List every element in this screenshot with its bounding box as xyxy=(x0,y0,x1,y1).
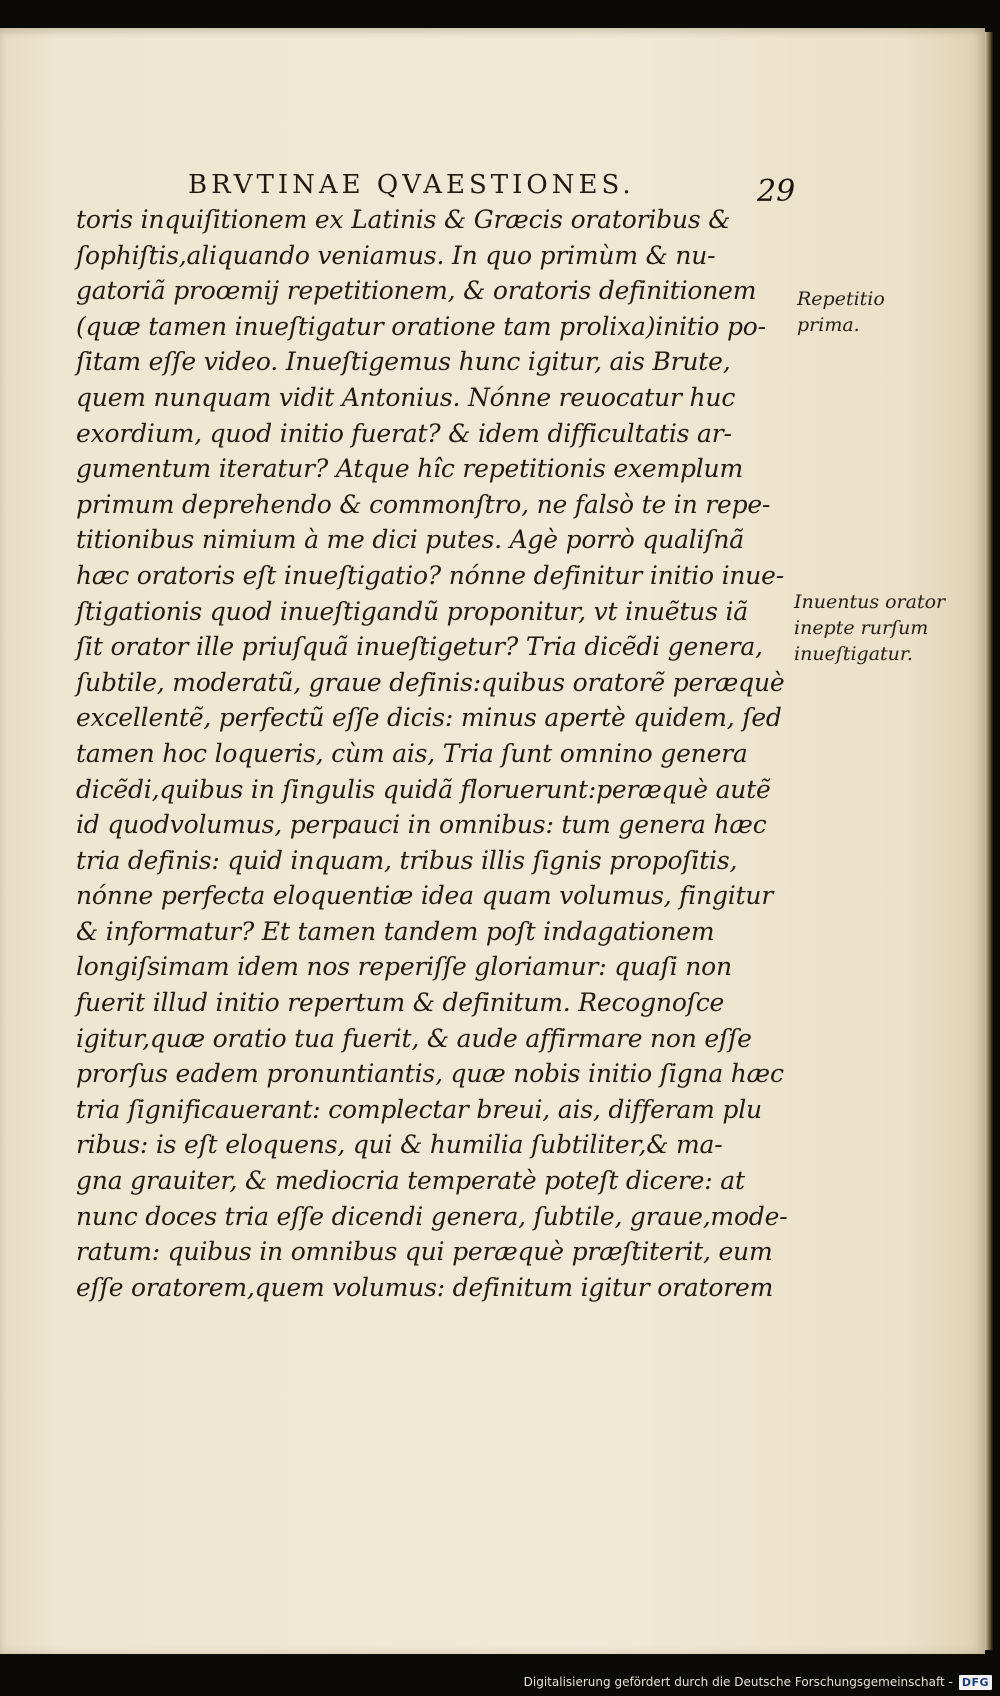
margin-note-line: Repetitio xyxy=(797,288,885,310)
footer-credit: Digitalisierung gefördert durch die Deutsche Forschungsgemeinschaft - xyxy=(523,1675,953,1689)
text-line: quem nunquam vidit Antonius. Nónne reuocatur huc xyxy=(76,382,736,412)
text-line: gumentum iteratur? Atque hîc repetitionis exemplum xyxy=(76,454,743,484)
margin-note-line: Inuentus orator xyxy=(794,591,946,613)
text-line: excellentẽ, perfectũ eſſe dicis: minus apertè quidem, ſed xyxy=(76,703,782,733)
margin-note-line: prima. xyxy=(797,314,860,336)
text-line: gatoriã proœmij repetitionem, & oratoris definitionem xyxy=(76,276,757,306)
text-line: id quodvolumus, perpauci in omnibus: tum genera hæc xyxy=(76,810,767,840)
dfg-logo-icon: DFG xyxy=(959,1675,992,1690)
text-line: fuerit illud initio repertum & definitum. Recognoſce xyxy=(76,988,725,1018)
text-line: tria ſignificauerant: complectar breui, ais, differam plu xyxy=(76,1094,762,1124)
text-line: exordium, quod initio fuerat? & idem difficultatis ar- xyxy=(76,418,732,448)
text-line: eſſe oratorem,quem volumus: definitum igitur oratorem xyxy=(76,1272,774,1302)
text-line: ſit orator ille priuſquã inueſtigetur? Tria dicẽdi genera, xyxy=(76,632,763,662)
text-line: igitur,quæ oratio tua fuerit, & aude affirmare non eſſe xyxy=(76,1023,752,1053)
margin-note-line: inueſtigatur. xyxy=(794,643,913,665)
page-number: 29 xyxy=(757,174,796,209)
text-line: tamen hoc loqueris, cùm ais, Tria ſunt omnino genera xyxy=(76,738,748,768)
text-line: ſtigationis quod inueſtigandũ proponitur, vt inuẽtus iã xyxy=(76,596,748,626)
book-page xyxy=(0,28,985,1654)
body-text xyxy=(76,202,796,1305)
text-line: primum deprehendo & commonſtro, ne falsò te in repe- xyxy=(76,489,771,519)
text-line: ratum: quibus in omnibus qui peræquè præſtiterit, eum xyxy=(76,1237,773,1267)
text-line: ſubtile, moderatũ, graue definis:quibus oratorẽ peræquè xyxy=(76,667,785,697)
text-line: ſophiſtis,aliquando veniamus. In quo primùm & nu- xyxy=(76,240,716,270)
text-line: toris inquiſitionem ex Latinis & Græcis oratoribus & xyxy=(76,205,731,234)
text-line: dicẽdi,quibus in ſingulis quidã floruerunt:peræquè autẽ xyxy=(76,774,771,804)
text-line: & informatur? Et tamen tandem poſt indagationem xyxy=(76,916,715,946)
text-line: titionibus nimium à me dici putes. Agè porrò qualiſnã xyxy=(76,525,744,555)
text-line: gna grauiter, & mediocria temperatè poteſt dicere: at xyxy=(76,1166,745,1196)
text-line: (quæ tamen inueſtigatur oratione tam prolixa)initio po- xyxy=(76,311,766,341)
digitization-footer xyxy=(524,1670,992,1694)
text-line: hæc oratoris eſt inueſtigatio? nónne definitur initio inue- xyxy=(76,560,785,590)
margin-note-line: inepte rurſum xyxy=(794,617,929,639)
running-head: BRVTINAE QVAESTIONES. xyxy=(188,170,635,200)
text-line: longiſsimam idem nos reperiſſe gloriamur: quaſi non xyxy=(76,952,732,982)
text-line: ſitam eſſe video. Inueſtigemus hunc igitur, ais Brute, xyxy=(76,347,731,377)
text-line: prorſus eadem pronuntiantis, quæ nobis initio ſigna hæc xyxy=(76,1059,784,1089)
text-line: ribus: is eſt eloquens, qui & humilia ſubtiliter,& ma- xyxy=(76,1130,723,1160)
page-edge xyxy=(985,32,993,1650)
text-line: tria definis: quid inquam, tribus illis ſignis propoſitis, xyxy=(76,845,738,875)
text-line: nónne perfecta eloquentiæ idea quam volumus, fingitur xyxy=(76,881,774,911)
text-line: nunc doces tria eſſe dicendi genera, ſubtile, graue,mode- xyxy=(76,1201,788,1231)
margin-note-repetition xyxy=(797,286,885,338)
margin-note-orator xyxy=(794,589,945,667)
